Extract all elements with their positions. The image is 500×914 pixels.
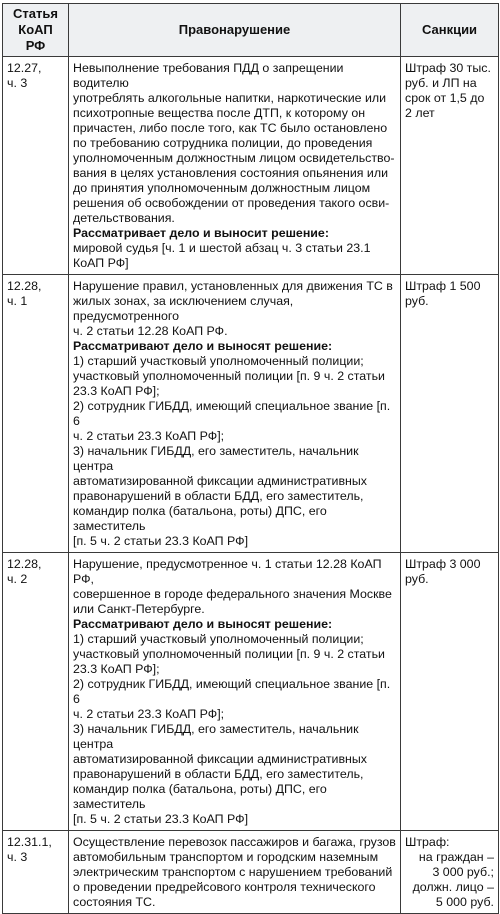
header-article-line: Статья [13, 6, 58, 21]
article-cell [3, 553, 69, 831]
article-part: ч. 2 [7, 572, 28, 586]
sanction-line: Штраф 30 тыс. [405, 61, 491, 75]
article-number: 12.27, [7, 61, 42, 75]
table-row [3, 553, 499, 831]
article-cell [3, 57, 69, 275]
offense-line: жилых зонах, за исключением случая, предусмотренного [73, 294, 294, 323]
decides-line: командир полка (батальона, роты) ДПС, его заместитель [73, 782, 327, 811]
offense-line: решения об освобождении от проведения такого осви- [73, 196, 390, 210]
sanction-line: должн. лицо – [412, 880, 494, 894]
article-part: ч. 1 [7, 294, 28, 308]
decides-heading: Рассматривает дело и выносит решение: [73, 226, 329, 240]
decides-line: 1) старший участковый уполномоченный полиции; [73, 632, 364, 646]
offense-line: электрическим транспортом с нарушением требований [73, 865, 393, 879]
article-number: 12.28, [7, 279, 42, 293]
column-header-offense: Правонарушение [69, 4, 401, 57]
offense-line: о проведении предрейсового контроля технического [73, 880, 376, 894]
table-row [3, 831, 499, 914]
table-row [3, 57, 499, 275]
decides-line: 23.3 КоАП РФ]; [73, 662, 160, 676]
offense-line: причастен, либо после того, как ТС было остановлено [73, 121, 388, 135]
sanction-line: Штраф 1 500 [405, 279, 481, 293]
table-header-row [3, 4, 499, 57]
header-article-line: КоАП [18, 22, 53, 37]
decides-line: 2) сотрудник ГИБДД, имеющий специальное звание [п. 6 [73, 399, 391, 428]
sanction-line: Штраф 3 000 [405, 557, 481, 571]
decides-line: ч. 2 статьи 23.3 КоАП РФ]; [73, 429, 225, 443]
offense-line: Нарушение, предусмотренное ч. 1 статьи 12.28 КоАП РФ, [73, 557, 382, 586]
offense-cell [69, 831, 401, 914]
decides-line: автоматизированной фиксации административных [73, 474, 367, 488]
offense-line: Осуществление перевозок пассажиров и багажа, грузов [73, 835, 396, 849]
sanction-line: на граждан – [418, 850, 494, 864]
decides-line: командир полка (батальона, роты) ДПС, его заместитель [73, 504, 327, 533]
sanction-cell [401, 275, 499, 553]
offense-line: психотропные вещества после ДТП, к которому он [73, 106, 366, 120]
offense-line: автомобильным транспортом и городским наземным [73, 850, 379, 864]
sanction-cell [401, 57, 499, 275]
sanction-line: 2 лет [405, 106, 435, 120]
decides-line: участковый уполномоченный полиции [п. 9 ч. 2 статьи [73, 647, 385, 661]
decides-heading: Рассматривают дело и выносят решение: [73, 617, 333, 631]
sanction-cell [401, 553, 499, 831]
decides-line: [п. 5 ч. 2 статьи 23.3 КоАП РФ] [73, 812, 249, 826]
sanction-line: 5 000 руб. [435, 895, 494, 909]
header-article-line: РФ [25, 38, 46, 53]
decides-line: мировой судья [ч. 1 и шестой абзац ч. 3 статьи 23.1 КоАП РФ] [73, 241, 371, 270]
offense-line: употреблять алкогольные напитки, наркотические или [73, 91, 387, 105]
offense-line: детельствования. [73, 211, 175, 225]
article-number: 12.28, [7, 557, 42, 571]
offense-line: состояния ТС. [73, 895, 156, 909]
sanction-line: срок от 1,5 до [405, 91, 485, 105]
decides-line: 3) начальник ГИБДД, его заместитель, начальник центра [73, 722, 359, 751]
offense-line: Невыполнение требования ПДД о запрещении водителю [73, 61, 344, 90]
sanction-line: руб. [405, 572, 429, 586]
decides-heading: Рассматривают дело и выносят решение: [73, 339, 333, 353]
offense-line: уполномоченным должностным лицом освидетельство- [73, 151, 395, 165]
decides-line: 23.3 КоАП РФ]; [73, 384, 160, 398]
offense-line: вания в целях установления состояния опьянения или [73, 166, 388, 180]
decides-line: [п. 5 ч. 2 статьи 23.3 КоАП РФ] [73, 534, 249, 548]
decides-line: правонарушений в области БДД, его заместитель, [73, 489, 364, 503]
decides-line: 2) сотрудник ГИБДД, имеющий специальное звание [п. 6 [73, 677, 391, 706]
offense-line: Нарушение правил, установленных для движения ТС в [73, 279, 393, 293]
article-cell [3, 831, 69, 914]
offense-line: до принятия уполномоченным должностным лицом [73, 181, 371, 195]
decides-line: правонарушений в области БДД, его заместитель, [73, 767, 364, 781]
sanction-heading: Штраф: [405, 835, 450, 849]
sanction-line: 3 000 руб.; [432, 865, 494, 879]
table-row [3, 275, 499, 553]
article-part: ч. 3 [7, 76, 28, 90]
sanction-line: руб. и ЛП на [405, 76, 477, 90]
offense-cell [69, 553, 401, 831]
decides-line: 1) старший участковый уполномоченный полиции; [73, 354, 364, 368]
offense-line: по требованию сотрудника полиции, до проведения [73, 136, 373, 150]
sanction-line: руб. [405, 294, 429, 308]
decides-line: автоматизированной фиксации административных [73, 752, 367, 766]
decides-line: участковый уполномоченный полиции [п. 9 ч. 2 статьи [73, 369, 385, 383]
article-part: ч. 3 [7, 850, 28, 864]
decides-line: 3) начальник ГИБДД, его заместитель, начальник центра [73, 444, 359, 473]
article-cell [3, 275, 69, 553]
column-header-sanctions: Санкции [401, 4, 499, 57]
offense-line: или Санкт-Петербурге. [73, 602, 205, 616]
column-header-article [3, 4, 69, 57]
violations-table [2, 3, 499, 914]
offense-cell [69, 275, 401, 553]
decides-line: ч. 2 статьи 23.3 КоАП РФ]; [73, 707, 225, 721]
offense-cell [69, 57, 401, 275]
sanction-cell [401, 831, 499, 914]
offense-line: ч. 2 статьи 12.28 КоАП РФ. [73, 324, 228, 338]
offense-line: совершенное в городе федерального значения Москве [73, 587, 392, 601]
article-number: 12.31.1, [7, 835, 52, 849]
